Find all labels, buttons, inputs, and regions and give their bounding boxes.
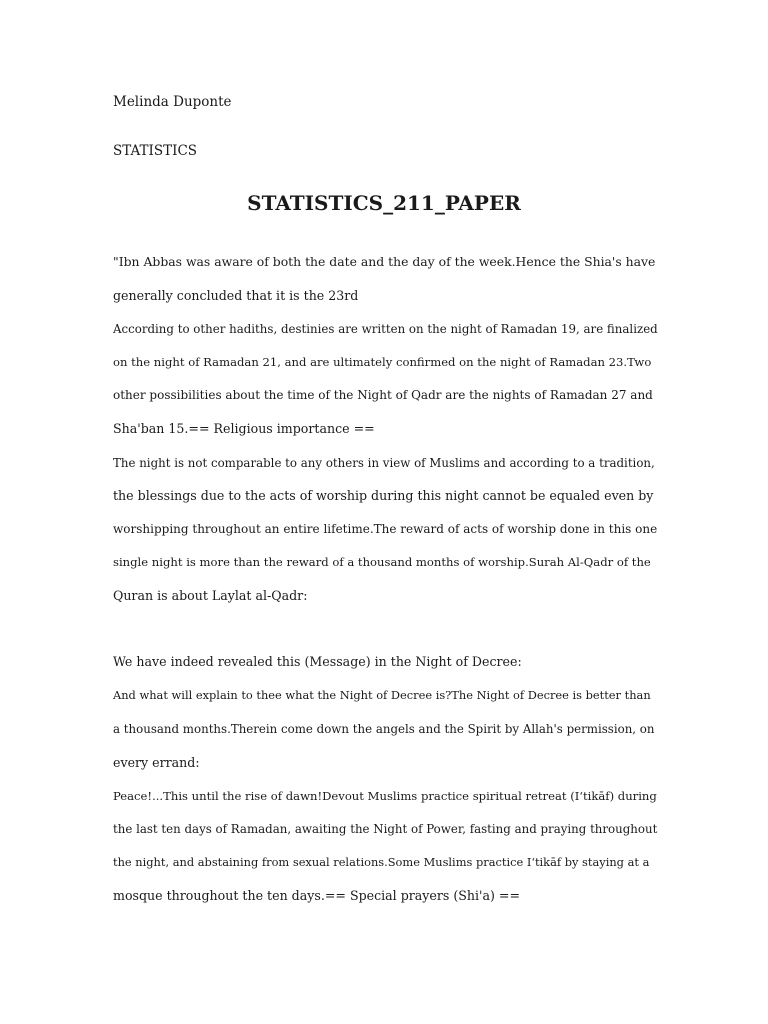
body-line: The night is not comparable to any others in view of Muslims and according to a tradition, [113,456,655,470]
body-line: mosque throughout the ten days.== Special prayers (Shi'a) == [113,888,521,903]
body-line: According to other hadiths, destinies are written on the night of Ramadan 19, are finalized [113,322,658,336]
body-line: Sha'ban 15.== Religious importance == [113,421,375,436]
course-name: STATISTICS [113,143,198,159]
body-line: other possibilities about the time of the Night of Qadr are the nights of Ramadan 27 and [113,388,653,402]
body-line: the blessings due to the acts of worship during this night cannot be equaled even by [113,488,654,503]
body-line: every errand: [113,755,200,770]
body-line: Quran is about Laylat al-Qadr: [113,588,308,603]
body-line: generally concluded that it is the 23rd [113,288,359,303]
body-line: a thousand months.Therein come down the angels and the Spirit by Allah's permission, on [113,722,655,736]
author-name: Melinda Duponte [113,94,232,110]
body-line: worshipping throughout an entire lifetime.The reward of acts of worship done in this one [113,522,658,536]
body-line: single night is more than the reward of a thousand months of worship.Surah Al-Qadr of the [113,555,651,569]
body-line: the night, and abstaining from sexual relations.Some Muslims practice I‘tikāf by staying at a [113,855,650,869]
page-title: STATISTICS_211_PAPER [247,191,521,215]
body-line: the last ten days of Ramadan, awaiting the Night of Power, fasting and praying throughout [113,822,658,836]
body-line: "Ibn Abbas was aware of both the date and the day of the week.Hence the Shia's have [113,254,656,269]
body-line: And what will explain to thee what the Night of Decree is?The Night of Decree is better than [113,688,651,702]
body-line: We have indeed revealed this (Message) in the Night of Decree: [113,654,522,669]
body-line: on the night of Ramadan 21, and are ultimately confirmed on the night of Ramadan 23.Two [113,355,652,369]
body-line: Peace!...This until the rise of dawn!Devout Muslims practice spiritual retreat (I‘tikāf) during [113,789,657,803]
